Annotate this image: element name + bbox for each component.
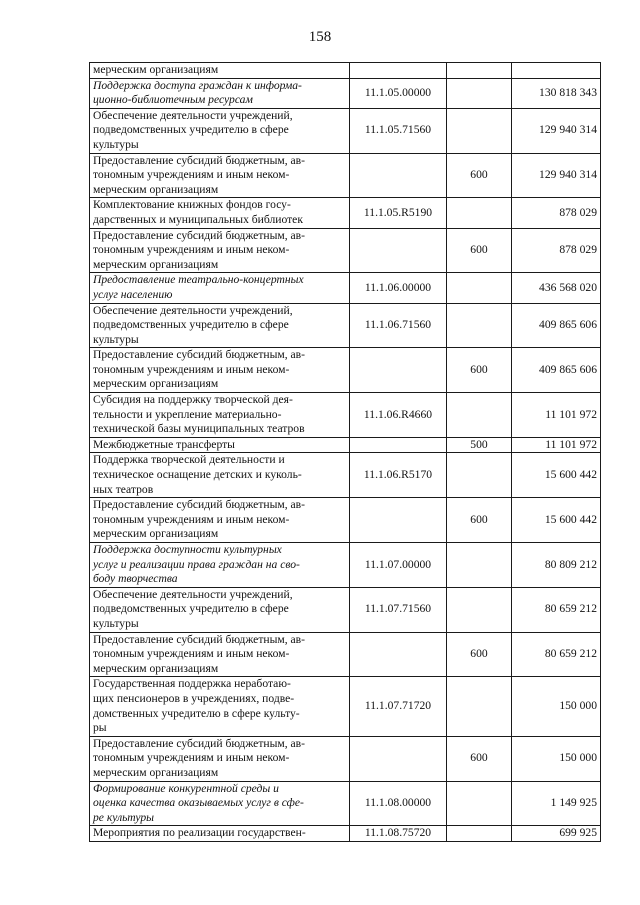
row-code-text: 11.1.07.71560 xyxy=(364,602,432,616)
row-name-text: Поддержка доступности культурных услуг и реализации права граждан на сво- боду творчества xyxy=(93,543,300,586)
row-name-text: Обеспечение деятельности учреждений, подведомственных учредителю в сфере культуры xyxy=(93,303,293,346)
row-sum-cell xyxy=(512,437,601,453)
row-code-cell xyxy=(350,63,447,79)
row-sum-cell xyxy=(512,78,601,108)
row-type-cell xyxy=(447,63,512,79)
table-row xyxy=(90,153,601,198)
table-row xyxy=(90,632,601,677)
row-type-text: 600 xyxy=(470,362,488,376)
row-type-text: 500 xyxy=(470,437,488,451)
row-name-cell xyxy=(90,587,350,632)
row-sum-cell xyxy=(512,198,601,228)
row-sum-text: 129 940 314 xyxy=(539,168,597,182)
row-code-text: 11.1.05.00000 xyxy=(364,85,432,99)
row-name-text: Межбюджетные трансферты xyxy=(93,437,235,451)
table-row xyxy=(90,303,601,348)
row-type-cell xyxy=(447,303,512,348)
table-row xyxy=(90,273,601,303)
row-sum-text: 409 865 606 xyxy=(539,318,597,332)
row-type-text: 600 xyxy=(470,168,488,182)
row-name-text: Предоставление субсидий бюджетным, ав- тономным учреждениям и иным неком- мерческим организациям xyxy=(93,228,305,271)
row-name-text: Предоставление субсидий бюджетным, ав- тономным учреждениям и иным неком- мерческим организациям xyxy=(93,632,305,675)
row-code-text: 11.1.06.00000 xyxy=(364,280,432,294)
row-name-cell xyxy=(90,437,350,453)
row-sum-text: 436 568 020 xyxy=(539,280,597,294)
budget-table xyxy=(89,62,601,842)
row-sum-cell xyxy=(512,153,601,198)
row-name-text: Субсидия на поддержку творческой дея- тельности и укрепление материально- технической базы муниципальных театров xyxy=(93,393,305,436)
row-sum-cell xyxy=(512,498,601,543)
row-type-cell xyxy=(447,632,512,677)
row-name-text: Предоставление субсидий бюджетным, ав- тономным учреждениям и иным неком- мерческим организациям xyxy=(93,153,305,196)
table-row xyxy=(90,677,601,736)
table-row xyxy=(90,453,601,498)
row-code-cell xyxy=(350,78,447,108)
row-name-cell xyxy=(90,453,350,498)
row-name-text: Поддержка творческой деятельности и техническое оснащение детских и куколь- ных театров xyxy=(93,453,302,496)
row-type-cell xyxy=(447,781,512,826)
row-name-cell xyxy=(90,348,350,393)
row-sum-cell xyxy=(512,228,601,273)
row-code-cell xyxy=(350,498,447,543)
row-sum-text: 150 000 xyxy=(559,699,597,713)
row-name-text: Предоставление театрально-концертных услуг населению xyxy=(93,273,304,301)
table-row xyxy=(90,781,601,826)
row-name-text: Предоставление субсидий бюджетным, ав- тономным учреждениям и иным неком- мерческим организациям xyxy=(93,736,305,779)
table-row xyxy=(90,108,601,153)
row-code-cell xyxy=(350,543,447,588)
row-name-text: Поддержка доступа граждан к информа- ционно-библиотечным ресурсам xyxy=(93,78,302,107)
row-code-text: 11.1.08.00000 xyxy=(364,796,432,810)
table-row xyxy=(90,78,601,108)
row-type-cell xyxy=(447,273,512,303)
row-name-text: Мероприятия по реализации государствен- xyxy=(93,826,306,840)
page-number: 158 xyxy=(308,29,332,45)
row-code-cell xyxy=(350,228,447,273)
row-code-text: 11.1.08.75720 xyxy=(364,826,432,840)
row-type-text: 600 xyxy=(470,647,488,661)
row-name-cell xyxy=(90,108,350,153)
table-row xyxy=(90,498,601,543)
row-type-cell xyxy=(447,543,512,588)
row-sum-text: 15 600 442 xyxy=(544,468,597,482)
row-sum-text: 11 101 972 xyxy=(545,437,597,451)
row-type-cell xyxy=(447,198,512,228)
row-type-cell xyxy=(447,393,512,438)
row-type-cell xyxy=(447,498,512,543)
row-type-text: 600 xyxy=(470,751,488,765)
row-name-cell xyxy=(90,826,350,842)
row-code-cell xyxy=(350,587,447,632)
row-type-cell xyxy=(447,736,512,781)
budget-table-body xyxy=(90,63,601,842)
row-code-text: 11.1.07.00000 xyxy=(364,557,432,571)
row-code-text: 11.1.06.71560 xyxy=(364,318,432,332)
row-sum-cell xyxy=(512,632,601,677)
row-name-cell xyxy=(90,273,350,303)
row-sum-text: 699 925 xyxy=(559,826,597,840)
row-name-cell xyxy=(90,63,350,79)
row-sum-cell xyxy=(512,543,601,588)
row-sum-text: 80 809 212 xyxy=(544,557,597,571)
row-code-text: 11.1.06.R5170 xyxy=(363,468,433,482)
row-code-cell xyxy=(350,393,447,438)
row-name-cell xyxy=(90,78,350,108)
row-code-text: 11.1.06.R4660 xyxy=(363,407,433,421)
row-code-cell xyxy=(350,348,447,393)
row-sum-cell xyxy=(512,453,601,498)
row-sum-text: 1 149 925 xyxy=(550,796,597,810)
row-sum-text: 130 818 343 xyxy=(539,85,597,99)
table-row xyxy=(90,587,601,632)
row-code-cell xyxy=(350,108,447,153)
row-code-cell xyxy=(350,437,447,453)
row-sum-cell xyxy=(512,108,601,153)
row-sum-text: 409 865 606 xyxy=(539,362,597,376)
row-code-cell xyxy=(350,198,447,228)
row-code-cell xyxy=(350,677,447,736)
row-sum-text: 80 659 212 xyxy=(544,647,597,661)
row-name-text: Обеспечение деятельности учреждений, подведомственных учредителю в сфере культуры xyxy=(93,587,293,630)
row-name-cell xyxy=(90,632,350,677)
row-sum-text: 129 940 314 xyxy=(539,123,597,137)
row-name-cell xyxy=(90,228,350,273)
row-name-cell xyxy=(90,198,350,228)
row-code-text: 11.1.05.71560 xyxy=(364,123,432,137)
row-type-text: 600 xyxy=(470,243,488,257)
row-sum-cell xyxy=(512,393,601,438)
row-type-cell xyxy=(447,348,512,393)
row-code-cell xyxy=(350,736,447,781)
row-code-cell xyxy=(350,303,447,348)
row-name-text: мерческим организациям xyxy=(93,63,219,76)
row-name-cell xyxy=(90,543,350,588)
row-code-cell xyxy=(350,453,447,498)
table-row xyxy=(90,826,601,842)
row-sum-cell xyxy=(512,348,601,393)
row-sum-cell xyxy=(512,587,601,632)
row-sum-text: 150 000 xyxy=(559,751,597,765)
row-code-cell xyxy=(350,273,447,303)
row-code-text: 11.1.07.71720 xyxy=(364,699,432,713)
row-name-cell xyxy=(90,153,350,198)
table-row xyxy=(90,736,601,781)
row-code-text: 11.1.05.R5190 xyxy=(363,205,433,219)
row-name-text: Обеспечение деятельности учреждений, подведомственных учредителю в сфере культуры xyxy=(93,108,293,151)
row-code-cell xyxy=(350,781,447,826)
row-sum-cell xyxy=(512,826,601,842)
row-type-cell xyxy=(447,437,512,453)
row-type-cell xyxy=(447,228,512,273)
table-row xyxy=(90,393,601,438)
row-name-cell xyxy=(90,781,350,826)
row-type-cell xyxy=(447,826,512,842)
table-row xyxy=(90,437,601,453)
table-row xyxy=(90,348,601,393)
row-name-text: Предоставление субсидий бюджетным, ав- тономным учреждениям и иным неком- мерческим организациям xyxy=(93,498,305,541)
row-name-cell xyxy=(90,393,350,438)
table-row xyxy=(90,63,601,79)
row-sum-text: 80 659 212 xyxy=(544,602,597,616)
row-sum-cell xyxy=(512,303,601,348)
table-row xyxy=(90,543,601,588)
row-name-text: Формирование конкурентной среды и оценка качества оказываемых услуг в сфе- ре культуры xyxy=(93,781,304,824)
row-sum-text: 878 029 xyxy=(559,243,597,257)
row-sum-text: 11 101 972 xyxy=(545,407,597,421)
row-sum-text: 15 600 442 xyxy=(544,512,597,526)
row-name-text: Предоставление субсидий бюджетным, ав- тономным учреждениям и иным неком- мерческим организациям xyxy=(93,348,305,391)
row-sum-cell xyxy=(512,736,601,781)
row-name-cell xyxy=(90,498,350,543)
row-sum-cell xyxy=(512,677,601,736)
table-row xyxy=(90,228,601,273)
row-sum-cell xyxy=(512,273,601,303)
row-type-cell xyxy=(447,453,512,498)
row-name-text: Комплектование книжных фондов госу- дарственных и муниципальных библиотек xyxy=(93,198,303,226)
row-type-cell xyxy=(447,587,512,632)
row-type-text: 600 xyxy=(470,512,488,526)
row-code-cell xyxy=(350,632,447,677)
row-name-cell xyxy=(90,303,350,348)
row-type-cell xyxy=(447,108,512,153)
row-sum-text: 878 029 xyxy=(559,205,597,219)
row-name-cell xyxy=(90,677,350,736)
table-row xyxy=(90,198,601,228)
row-type-cell xyxy=(447,677,512,736)
row-code-cell xyxy=(350,153,447,198)
row-code-cell xyxy=(350,826,447,842)
row-sum-cell xyxy=(512,63,601,79)
row-type-cell xyxy=(447,78,512,108)
row-sum-cell xyxy=(512,781,601,826)
row-type-cell xyxy=(447,153,512,198)
row-name-cell xyxy=(90,736,350,781)
row-name-text: Государственная поддержка неработаю- щих пенсионеров в учреждениях, подве- домственных учредителю в сфере культу- ры xyxy=(93,677,300,735)
